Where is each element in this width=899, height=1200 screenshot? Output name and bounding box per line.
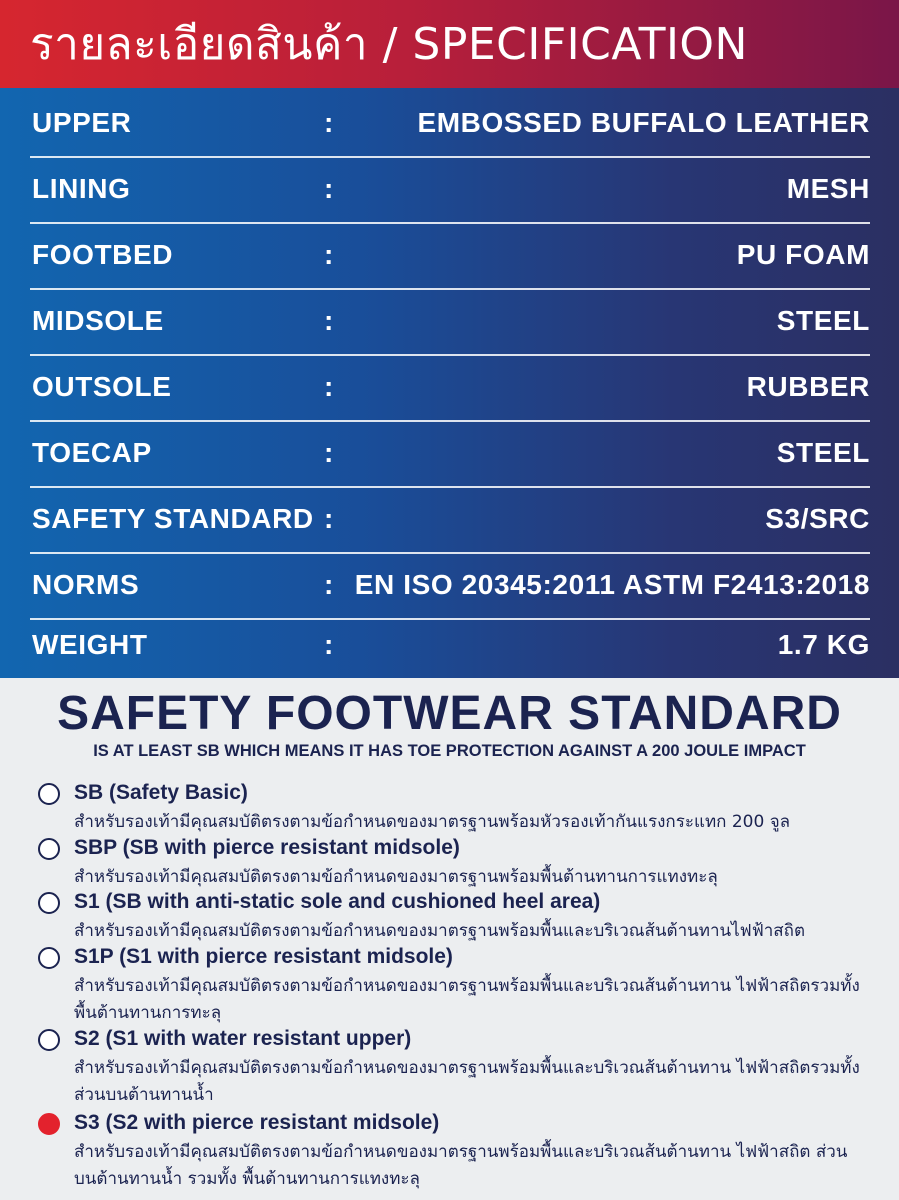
spec-row-toecap	[30, 420, 870, 488]
spec-row-outsole	[30, 354, 870, 422]
spec-colon: :	[324, 173, 334, 204]
standard-title: SAFETY FOOTWEAR STANDARD	[57, 687, 842, 740]
radio-checked-icon[interactable]	[38, 1113, 60, 1135]
spec-value: 1.7 KG	[777, 629, 870, 660]
spec-label: UPPER	[32, 107, 132, 138]
spec-label: LINING	[32, 173, 131, 204]
spec-colon: :	[324, 305, 334, 336]
spec-row-upper	[30, 90, 870, 158]
spec-value: MESH	[786, 173, 870, 204]
radio-unchecked-icon[interactable]	[38, 892, 60, 914]
radio-unchecked-icon[interactable]	[38, 1029, 60, 1051]
spec-value: RUBBER	[746, 371, 870, 402]
standard-subtitle: IS AT LEAST SB WHICH MEANS IT HAS TOE PROTECTION AGAINST A 200 JOULE IMPACT	[93, 742, 806, 760]
standard-option-description: สำหรับรองเท้ามีคุณสมบัติตรงตามข้อกำหนดของมาตรฐานพร้อมหัวรองเท้ากันแรงกระแทก 200 จูล	[74, 812, 791, 832]
spec-colon: :	[324, 437, 334, 468]
standard-option-description: สำหรับรองเท้ามีคุณสมบัติตรงตามข้อกำหนดของมาตรฐานพร้อมพื้นและบริเวณส้นต้านทาน ไฟฟ้าสถิตรวมทั้ง ส่วนบนต้านทานน้ำ	[74, 1058, 860, 1105]
standard-option-description: สำหรับรองเท้ามีคุณสมบัติตรงตามข้อกำหนดของมาตรฐานพร้อมพื้นและบริเวณส้นต้านทาน ไฟฟ้าสถิตรวมทั้ง พื้นต้านทานการทะลุ	[74, 976, 860, 1023]
spec-row-midsole	[30, 288, 870, 356]
standard-option-name: S3 (S2 with pierce resistant midsole)	[74, 1111, 440, 1134]
standard-option-description: สำหรับรองเท้ามีคุณสมบัติตรงตามข้อกำหนดของมาตรฐานพร้อมพื้นและบริเวณส้นต้านทานไฟฟ้าสถิต	[74, 921, 806, 941]
radio-unchecked-icon[interactable]	[38, 947, 60, 969]
spec-row-lining	[30, 156, 870, 224]
spec-label: MIDSOLE	[32, 305, 164, 336]
spec-colon: :	[324, 569, 334, 600]
spec-label: TOECAP	[32, 437, 152, 468]
standard-option-name: SBP (SB with pierce resistant midsole)	[74, 836, 460, 859]
page-header	[0, 0, 899, 88]
standard-option-description: สำหรับรองเท้ามีคุณสมบัติตรงตามข้อกำหนดของมาตรฐานพร้อมพื้นและบริเวณส้นต้านทาน ไฟฟ้าสถิต ส่วนบนต้านทานน้ำ รวมทั้ง พื้นต้านทานการแทงทะลุ	[74, 1142, 848, 1189]
spec-value: PU FOAM	[736, 239, 870, 270]
spec-value: EN ISO 20345:2011 ASTM F2413:2018	[354, 569, 870, 600]
specification-table	[0, 88, 899, 678]
spec-value: S3/SRC	[765, 503, 870, 534]
spec-row-weight	[30, 612, 870, 678]
standard-option-name: S2 (S1 with water resistant upper)	[74, 1027, 412, 1050]
spec-colon: :	[324, 239, 334, 270]
spec-label: OUTSOLE	[32, 371, 172, 402]
radio-unchecked-icon[interactable]	[38, 838, 60, 860]
spec-value: EMBOSSED BUFFALO LEATHER	[417, 107, 870, 138]
page-title: รายละเอียดสินค้า / SPECIFICATION	[30, 19, 748, 70]
spec-row-safety-standard	[30, 486, 870, 554]
spec-value: STEEL	[776, 305, 870, 336]
spec-colon: :	[324, 107, 334, 138]
spec-row-footbed	[30, 222, 870, 290]
spec-label: FOOTBED	[32, 239, 174, 270]
standard-option-name: S1 (SB with anti-static sole and cushioned heel area)	[74, 890, 601, 913]
standard-option-description: สำหรับรองเท้ามีคุณสมบัติตรงตามข้อกำหนดของมาตรฐานพร้อมพื้นต้านทานการแทงทะลุ	[74, 867, 718, 887]
spec-colon: :	[324, 371, 334, 402]
radio-unchecked-icon[interactable]	[38, 783, 60, 805]
spec-label: SAFETY STANDARD	[32, 503, 314, 534]
spec-row-norms	[30, 552, 870, 620]
spec-colon: :	[324, 503, 334, 534]
spec-label: NORMS	[32, 569, 140, 600]
spec-value: STEEL	[776, 437, 870, 468]
standard-option-name: SB (Safety Basic)	[74, 781, 248, 804]
spec-colon: :	[324, 629, 334, 660]
spec-label: WEIGHT	[32, 629, 148, 660]
standard-option-name: S1P (S1 with pierce resistant midsole)	[74, 945, 453, 968]
